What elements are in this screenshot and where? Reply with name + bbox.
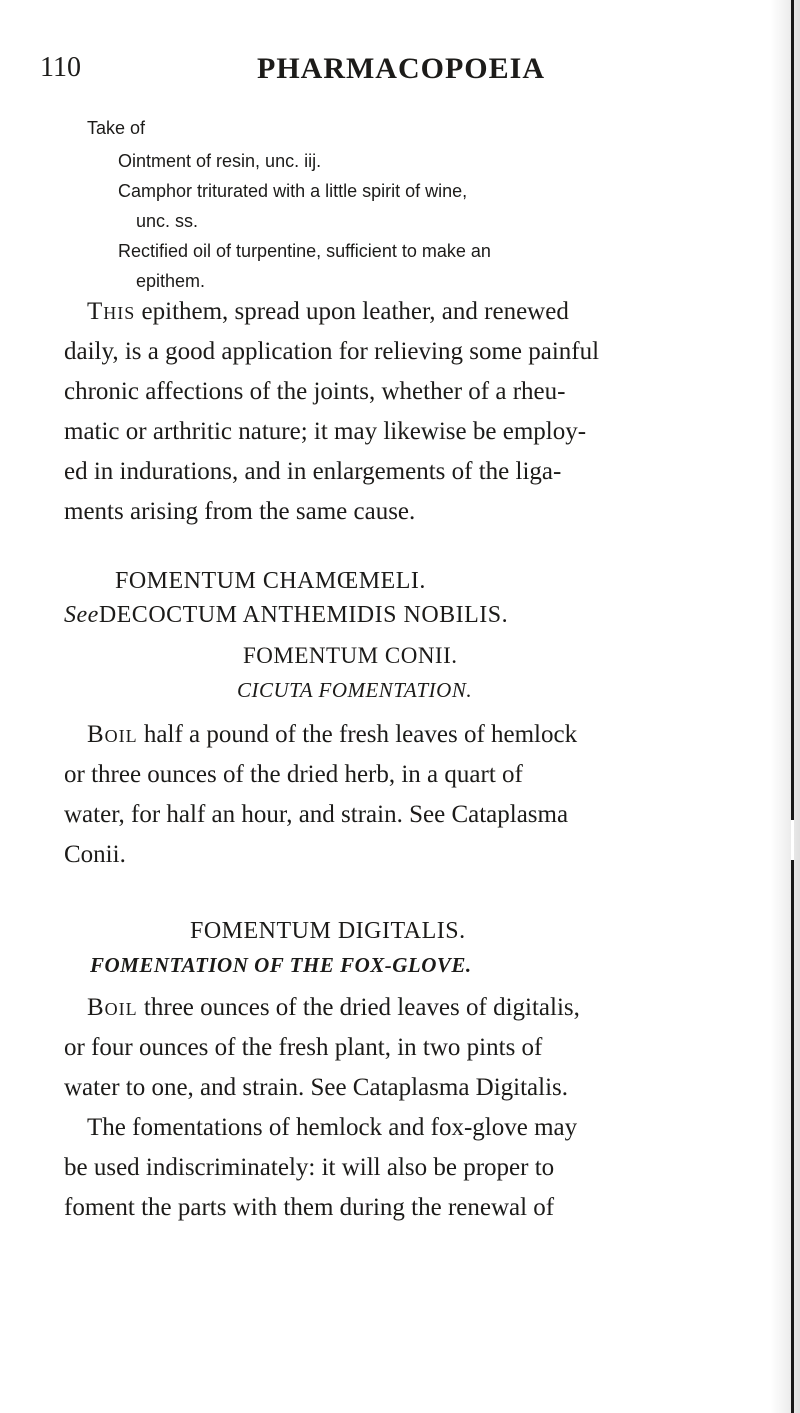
page-edge-gap — [791, 820, 794, 860]
page-edge-line — [791, 0, 794, 1413]
see-reference — [64, 602, 508, 629]
paragraph-line: Conii. — [64, 841, 126, 868]
running-title: PHARMACOPOEIA — [257, 52, 545, 85]
paragraph-line: or four ounces of the fresh plant, in two pints of — [64, 1034, 543, 1061]
section-heading: FOMENTUM CONII. — [243, 643, 458, 668]
paragraph-lead: Boil — [87, 994, 138, 1021]
paragraph-line: water to one, and strain. See Cataplasma Digitalis. — [64, 1074, 569, 1101]
paragraph-line: foment the parts with them during the renewal of — [64, 1194, 555, 1221]
paragraph-line: daily, is a good application for relieving some painful — [64, 338, 600, 365]
recipe-item: Camphor triturated with a little spirit of wine, — [118, 181, 468, 201]
paragraph-line: Boil three ounces of the dried leaves of digitalis, — [87, 994, 580, 1021]
recipe-item: epithem. — [136, 271, 206, 291]
paragraph-lead: Boil — [87, 721, 138, 748]
see-prefix: See — [64, 602, 99, 628]
section-subheading: FOMENTATION OF THE FOX-GLOVE. — [90, 953, 472, 977]
recipe-intro: Take of — [87, 118, 146, 138]
recipe-item: Ointment of resin, unc. iij. — [118, 151, 322, 171]
paragraph-line: The fomentations of hemlock and fox-glove may — [87, 1114, 578, 1141]
paragraph-line: This epithem, spread upon leather, and renewed — [87, 298, 569, 325]
recipe-item: Rectified oil of turpentine, sufficient to make an — [118, 241, 491, 261]
paragraph-line: be used indiscriminately: it will also be proper to — [64, 1154, 555, 1181]
page-edge-shadow — [770, 0, 800, 1413]
section-subheading: CICUTA FOMENTATION. — [237, 678, 473, 702]
section-heading: FOMENTUM DIGITALIS. — [190, 918, 466, 944]
paragraph-line: chronic affections of the joints, whether of a rheu- — [64, 378, 566, 405]
see-target: DECOCTUM ANTHEMIDIS NOBILIS. — [98, 602, 509, 628]
paragraph-line: ments arising from the same cause. — [64, 498, 416, 525]
paragraph-lead: This — [87, 298, 136, 325]
paragraph-line: Boil half a pound of the fresh leaves of hemlock — [87, 721, 578, 748]
paragraph-line: or three ounces of the dried herb, in a quart of — [64, 761, 523, 788]
section-heading: FOMENTUM CHAMŒMELI. — [115, 568, 426, 594]
paragraph-line: water, for half an hour, and strain. See Cataplasma — [64, 801, 569, 828]
paragraph-line: matic or arthritic nature; it may likewise be employ- — [64, 418, 587, 445]
recipe-item: unc. ss. — [136, 211, 199, 231]
paragraph-line: ed in indurations, and in enlargements of the liga- — [64, 458, 562, 485]
page-number: 110 — [40, 52, 81, 83]
